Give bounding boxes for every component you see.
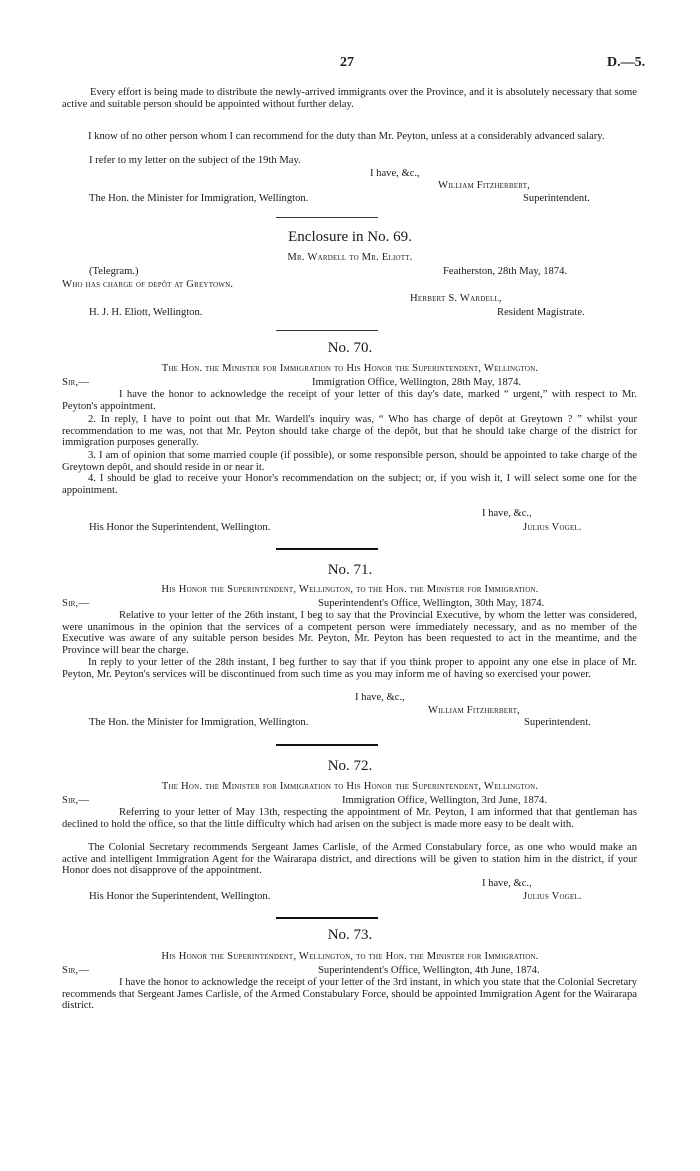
intro-signatory: William Fitzherbert, bbox=[438, 180, 531, 191]
no-70-closing: I have, &c., bbox=[482, 508, 532, 519]
no-71-paragraph-2: In reply to your letter of the 28th instant, I beg further to say that if you think proper to appoint any one else in place of Mr. Peyton, Mr. Peyton's services will be discontinued from such time as you may inform me of having so exercised your power. bbox=[62, 657, 637, 680]
no-71-salutation: Sir,— bbox=[62, 598, 90, 609]
section-divider bbox=[276, 548, 378, 550]
no-72-heading: No. 72. bbox=[327, 758, 373, 774]
no-73-place-date: Superintendent's Office, Wellington, 4th June, 1874. bbox=[318, 965, 540, 976]
no-70-heading: No. 70. bbox=[327, 340, 373, 356]
intro-paragraph-3: I refer to my letter on the subject of the 19th May. bbox=[89, 155, 301, 166]
intro-signatory-title: Superintendent. bbox=[523, 193, 590, 204]
no-72-place-date: Immigration Office, Wellington, 3rd June, 1874. bbox=[342, 795, 548, 806]
no-71-closing: I have, &c., bbox=[355, 692, 405, 703]
no-73-paragraph-1: I have the honor to acknowledge the receipt of your letter of the 3rd instant, in which you state that the Colonial Secretary recommends that Sergeant James Carlisle, of the Armed Constabulary Force, should be appointed Immigration Agent for the Wairarapa district. bbox=[62, 977, 637, 1012]
section-divider bbox=[276, 217, 378, 218]
enclosure-69-heading: Enclosure in No. 69. bbox=[288, 229, 412, 245]
no-72-subheading: The Hon. the Minister for Immigration to His Honor the Superintendent, Wellington. bbox=[161, 781, 539, 792]
no-70-subheading: The Hon. the Minister for Immigration to His Honor the Superintendent, Wellington. bbox=[161, 363, 539, 374]
no-73-subheading: His Honor the Superintendent, Wellington, to the Hon. the Minister for Immigration. bbox=[161, 951, 539, 962]
no-72-paragraph-2: The Colonial Secretary recommends Sergeant James Carlisle, of the Armed Constabulary force, as one who would make an active and intelligent Immigration Agent for the Wairarapa district, and directions will be given to station him in the district, if your Honor does not disapprove of the appointment. bbox=[62, 842, 637, 877]
no-71-addressee: The Hon. the Minister for Immigration, Wellington. bbox=[89, 717, 309, 728]
no-71-signatory: William Fitzherbert, bbox=[428, 705, 521, 716]
page-number: 27 bbox=[340, 55, 354, 70]
no-70-paragraph-1: I have the honor to acknowledge the receipt of your letter of this day's date, marked “ urgent,” with respect to Mr. Peyton's appointment. bbox=[62, 389, 637, 412]
intro-addressee: The Hon. the Minister for Immigration, Wellington. bbox=[89, 193, 309, 204]
intro-paragraph-2: I know of no other person whom I can recommend for the duty than Mr. Peyton, unless at a considerably advanced salary. bbox=[88, 131, 605, 142]
section-divider bbox=[276, 330, 378, 331]
intro-paragraph-1: Every effort is being made to distribute the newly-arrived immigrants over the Province, and it is absolutely necessary that some active and suitable person should be appointed without further delay. bbox=[62, 87, 637, 110]
document-reference: D.—5. bbox=[607, 55, 646, 70]
enclosure-69-signatory-title: Resident Magistrate. bbox=[497, 307, 585, 318]
no-71-signatory-title: Superintendent. bbox=[524, 717, 591, 728]
intro-closing: I have, &c., bbox=[370, 168, 420, 179]
no-70-paragraph-3: 3. I am of opinion that some married couple (if possible), or some responsible person, should be appointed to take charge of the Greytown depôt, and should reside in or near it. bbox=[62, 450, 637, 473]
section-divider bbox=[276, 917, 378, 919]
enclosure-69-place-date: Featherston, 28th May, 1874. bbox=[443, 266, 568, 277]
enclosure-69-subheading: Mr. Wardell to Mr. Eliott. bbox=[287, 252, 413, 263]
section-divider bbox=[276, 744, 378, 746]
no-71-place-date: Superintendent's Office, Wellington, 30th May, 1874. bbox=[318, 598, 545, 609]
no-70-paragraph-2: 2. In reply, I have to point out that Mr. Wardell's inquiry was, “ Who has charge of depôt at Greytown ? ” whilst your recommendation to me was, not that Mr. Peyton should take charge of the depôt, but that he should take charge of the district for immigration purposes generally. bbox=[62, 414, 637, 449]
no-70-signatory: Julius Vogel. bbox=[523, 522, 582, 533]
no-70-place-date: Immigration Office, Wellington, 28th May, 1874. bbox=[312, 377, 522, 388]
no-72-closing: I have, &c., bbox=[482, 878, 532, 889]
no-70-addressee: His Honor the Superintendent, Wellington. bbox=[89, 522, 271, 533]
no-73-heading: No. 73. bbox=[327, 927, 373, 943]
enclosure-69-body: Who has charge of depôt at Greytown. bbox=[62, 279, 234, 290]
no-71-heading: No. 71. bbox=[327, 562, 373, 578]
no-72-addressee: His Honor the Superintendent, Wellington. bbox=[89, 891, 271, 902]
enclosure-69-addressee: H. J. H. Eliott, Wellington. bbox=[89, 307, 203, 318]
no-70-paragraph-4: 4. I should be glad to receive your Honor's recommendation on the subject; or, if you wish it, I will select some one for the appointment. bbox=[62, 473, 637, 496]
telegram-label: (Telegram.) bbox=[89, 266, 139, 277]
no-71-paragraph-1: Relative to your letter of the 26th instant, I beg to say that the Provincial Executive, by whom the letter was considered, were unanimous in the opinion that the services of a competent person were immediately necessary, and as no member of the Executive was aware of any suitable person besides Mr. Peyton, Mr. Peyton has been requested to act in the meantime, and the Province will bear the charge. bbox=[62, 610, 637, 656]
no-71-subheading: His Honor the Superintendent, Wellington, to the Hon. the Minister for Immigration. bbox=[161, 584, 539, 595]
no-70-salutation: Sir,— bbox=[62, 377, 90, 388]
enclosure-69-signatory: Herbert S. Wardell, bbox=[410, 293, 502, 304]
no-72-salutation: Sir,— bbox=[62, 795, 90, 806]
no-72-signatory: Julius Vogel. bbox=[523, 891, 582, 902]
no-73-salutation: Sir,— bbox=[62, 965, 90, 976]
no-72-paragraph-1: Referring to your letter of May 13th, respecting the appointment of Mr. Peyton, I am informed that that gentleman has declined to hold the office, so that the little difficulty which had arisen on the subject is made more easy to be dealt with. bbox=[62, 807, 637, 830]
